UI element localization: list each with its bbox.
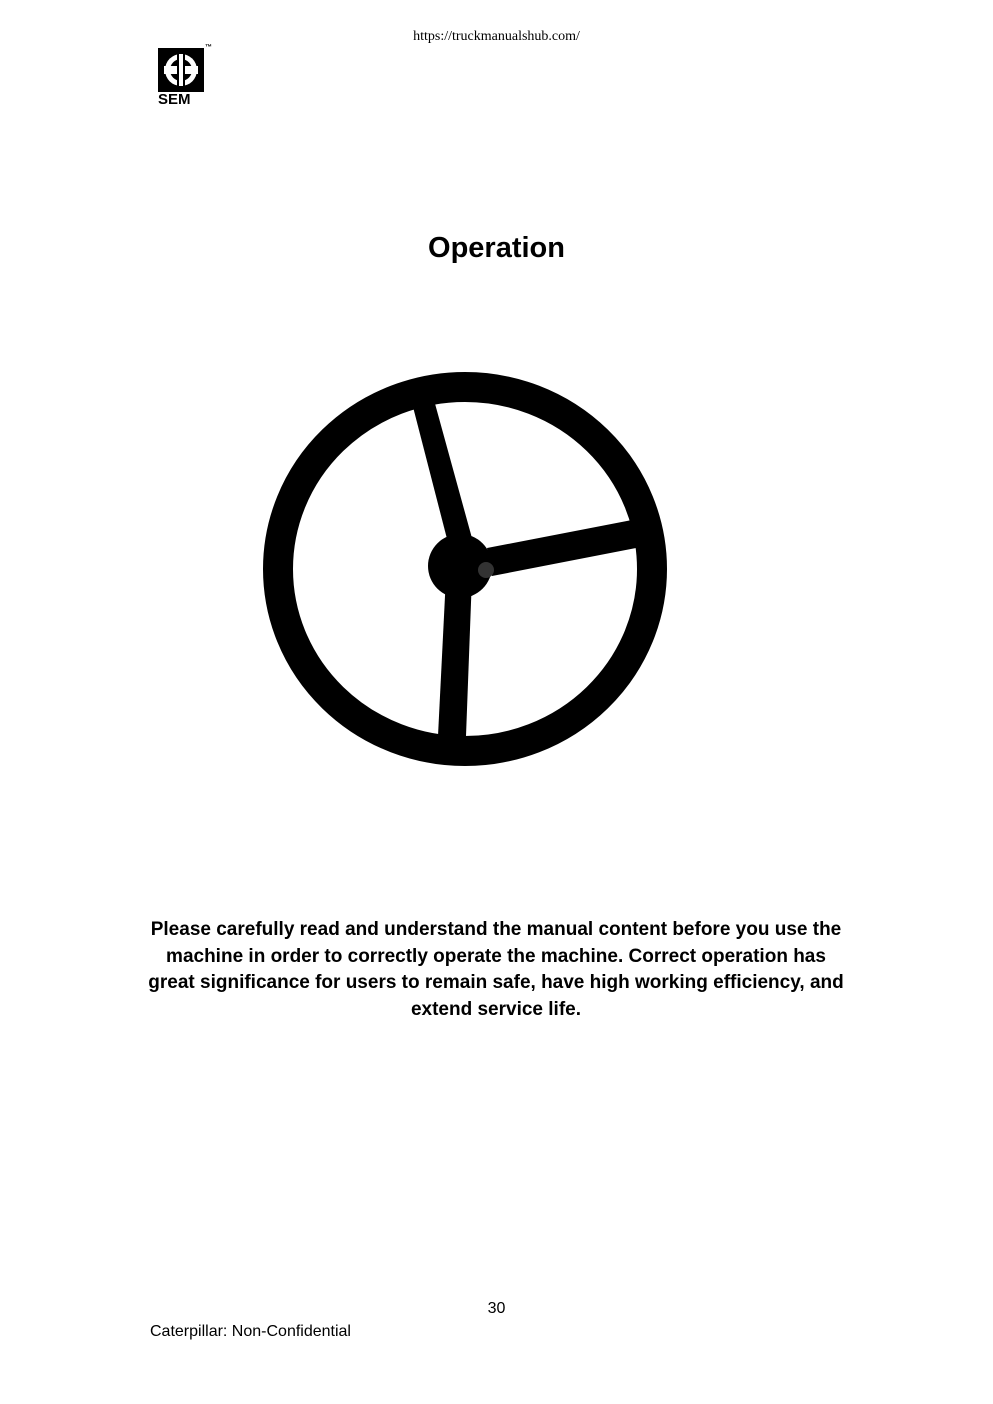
sem-emblem-icon bbox=[158, 48, 206, 94]
trademark-symbol: ™ bbox=[205, 44, 212, 51]
intro-paragraph: Please carefully read and understand the manual content before you use the machine in order to correctly operate the machine. Correct operation has great significance for users to remain safe, have high working efficiency, and extend service life. bbox=[148, 919, 844, 1020]
sem-logo bbox=[156, 44, 220, 112]
footer-classification: Caterpillar: Non-Confidential bbox=[150, 1323, 351, 1340]
page-number: 30 bbox=[487, 1300, 506, 1317]
source-url: https://truckmanualshub.com/ bbox=[413, 29, 580, 44]
steering-wheel-icon bbox=[262, 370, 668, 768]
logo-wordmark: SEM bbox=[158, 91, 191, 108]
page-title: Operation bbox=[428, 232, 565, 264]
